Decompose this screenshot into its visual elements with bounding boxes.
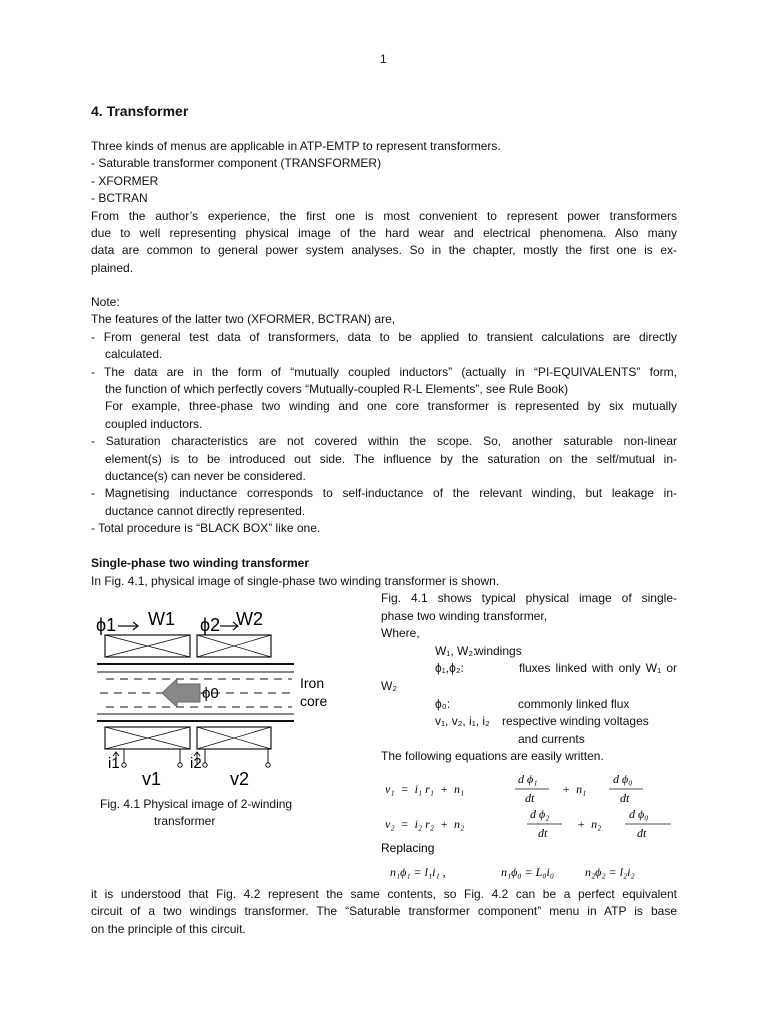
definition-text: windings	[475, 643, 522, 658]
definition-symbol: ϕ₁,ϕ₂:	[435, 661, 464, 676]
core-label-2: core	[300, 693, 328, 709]
note-item-line: ductance(s) can never be considered.	[105, 469, 306, 484]
caption-line: Fig. 4.1 Physical image of 2-winding	[100, 797, 293, 811]
definition-symbol: ϕ₀:	[435, 696, 451, 711]
v1-label: v1	[142, 769, 162, 789]
transformer-figure	[92, 600, 342, 792]
bottom-paragraph	[91, 886, 677, 938]
eq1-mid: + n₁	[562, 782, 587, 796]
intro-line: - BCTRAN	[91, 191, 148, 206]
i1-label: i1	[108, 755, 120, 772]
section-intro: In Fig. 4.1, physical image of single-phase two winding transformer is shown.	[91, 574, 500, 588]
note-item-line: the function of which perfectly covers “Mutually-coupled R-L Elements”, see Rule Book)	[105, 382, 569, 397]
upper-winding-1	[105, 635, 190, 657]
replace-eq-1: n₁ϕ₁ = l₁i₁ ,	[390, 865, 446, 879]
note-label: Note:	[91, 295, 120, 309]
lower-winding-1	[105, 727, 190, 749]
eq2-denominator-2: dt	[637, 826, 647, 840]
definition-text: fluxes linked with only W₁ or	[519, 661, 677, 676]
right-line: phase two winding transformer,	[381, 608, 548, 623]
flux-arrow-icon	[162, 679, 200, 707]
note-item-line: - From general test data of transformers, data to be applied to transient calculations are directly	[91, 329, 677, 344]
phi0-label: ϕ0	[202, 685, 219, 702]
figure-caption	[100, 796, 340, 831]
definition-wrap: W₂	[381, 678, 397, 693]
eq2-numerator-2: d ϕ₀	[629, 807, 649, 821]
bottom-line: circuit of a two windings transformer. The “Saturable transformer component” menu in ATP is base	[91, 904, 677, 919]
note-item-line: ductance cannot directly represented.	[105, 503, 306, 518]
bottom-line: it is understood that Fig. 4.2 represent the same contents, so Fig. 4.2 can be a perfect equivalent	[91, 887, 677, 901]
note-item-line: element(s) is to be introduced out side. The influence by the saturation on the self/mutual in-	[105, 451, 677, 466]
note-item-line: - Saturation characteristics are not covered within the scope. So, another saturable non-linear	[91, 434, 677, 449]
right-line: Fig. 4.1 shows typical physical image of single-	[381, 591, 677, 605]
chapter-heading: 4. Transformer	[91, 103, 189, 119]
note-item-line: - Total procedure is “BLACK BOX” like one.	[91, 521, 321, 536]
author-para-line: data are common to general power system analyses. So in the chapter, mostly the first one is ex-	[91, 243, 677, 258]
intro-line: - Saturable transformer component (TRANSFORMER)	[91, 156, 382, 171]
eq1-numerator-2: d ϕ₀	[613, 772, 633, 786]
bottom-line: on the principle of this circuit.	[91, 921, 246, 936]
eq1-denominator-2: dt	[620, 791, 630, 805]
i2-label: i2	[190, 755, 202, 772]
eq2-denominator-1: dt	[538, 826, 548, 840]
section-title: Single-phase two winding transformer	[91, 556, 310, 570]
v2-label: v2	[230, 769, 250, 789]
definition-row	[381, 696, 677, 714]
replace-eq-2: n₁ϕ₀ = L₀i₀	[501, 865, 555, 879]
note-item-line: - The data are in the form of “mutually coupled inductors” (actually in “PI-EQUIVALENTS” form,	[91, 364, 677, 379]
note-item-line: - Magnetising inductance corresponds to self-inductance of the relevant winding, but leakage in-	[91, 486, 677, 501]
equations	[381, 768, 677, 884]
eq2-mid: + n₂	[577, 817, 602, 831]
eq1-numerator-1: d ϕ₁	[518, 772, 538, 786]
phi1-label: ϕ1	[96, 615, 117, 635]
eq1-denominator-1: dt	[525, 791, 535, 805]
note-item-line: calculated.	[105, 347, 163, 362]
intro-block	[91, 138, 677, 277]
intro-line: Three kinds of menus are applicable in ATP-EMTP to represent transformers.	[91, 139, 501, 153]
author-para-line: From the author’s experience, the first one is most convenient to represent power transformers	[91, 208, 677, 223]
w1-label: W1	[148, 609, 175, 629]
upper-winding-2	[197, 635, 271, 657]
phi2-label: ϕ2	[200, 615, 221, 635]
phi1-arrow	[118, 622, 138, 630]
equations-intro: The following equations are easily written.	[381, 749, 604, 764]
lower-winding-2	[197, 727, 271, 749]
note-item-line: For example, three-phase two winding and one core transformer is represented by six mutually	[105, 399, 677, 414]
right-column	[381, 590, 677, 766]
definition-row	[381, 643, 677, 661]
definition-row	[381, 731, 677, 749]
note-block	[91, 294, 677, 538]
w2-label: W2	[236, 609, 263, 629]
eq1-lhs: v₁ = i₁ r₁ + n₁	[385, 782, 465, 796]
caption-line: transformer	[154, 814, 216, 829]
replacing-label: Replacing	[381, 841, 435, 855]
definition-row	[381, 713, 677, 731]
replace-eq-3: n₂ϕ₂ = l₂i₂	[585, 865, 635, 879]
definition-symbol: v₁, v₂, i₁, i₂	[435, 714, 490, 729]
definition-text: commonly linked flux	[518, 696, 630, 711]
definition-text: and currents	[518, 731, 585, 746]
definition-text: respective winding voltages	[502, 714, 649, 729]
definition-symbol: W₁, W₂:	[435, 643, 477, 658]
definition-row	[381, 660, 677, 678]
note-item-line: coupled inductors.	[105, 416, 203, 431]
eq2-numerator-1: d ϕ₂	[530, 807, 550, 821]
intro-line: - XFORMER	[91, 173, 159, 188]
eq2-lhs: v₂ = i₂ r₂ + n₂	[385, 817, 465, 831]
author-para-line: plained.	[91, 260, 134, 275]
right-line: Where,	[381, 626, 420, 641]
note-intro: The features of the latter two (XFORMER, BCTRAN) are,	[91, 312, 396, 327]
core-label-1: Iron	[300, 675, 325, 691]
author-para-line: due to well representing physical image of the hard wear and electrical phenomena. Also many	[91, 226, 677, 241]
page-number: 1	[380, 52, 387, 66]
